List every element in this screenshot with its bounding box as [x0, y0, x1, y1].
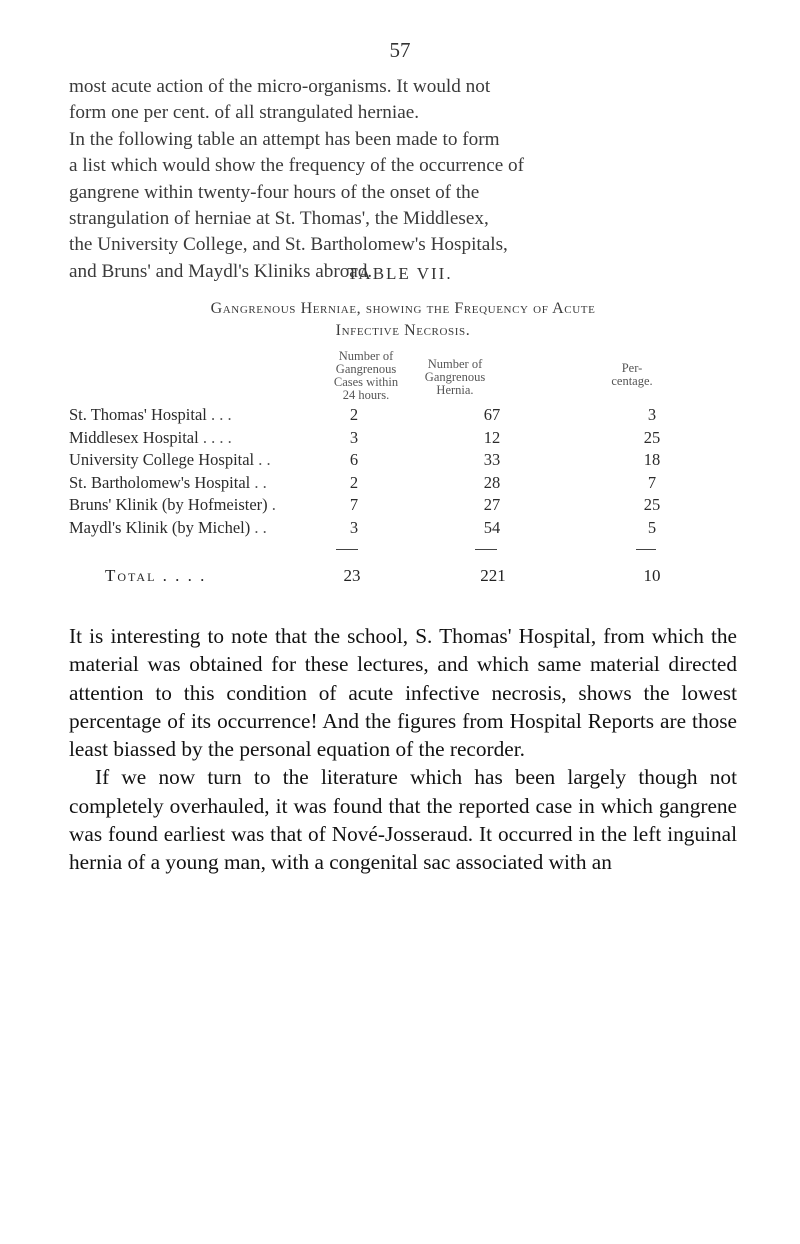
total-rule: [475, 549, 497, 550]
hernia-cell: 67: [483, 405, 501, 424]
hernia-cell: 12: [483, 427, 501, 447]
leader-dots: . .: [254, 450, 271, 469]
body-text: [69, 622, 737, 877]
total-rule: [636, 549, 656, 550]
table-body: [69, 405, 737, 540]
column-header-cases: [318, 350, 414, 402]
prelude-line: gangrene within twenty-four hours of the onset of the: [69, 181, 480, 203]
table-caption-line: Infective Necrosis.: [335, 322, 471, 339]
hospital-name: St. Thomas' Hospital: [69, 405, 207, 424]
table-row: [69, 518, 737, 541]
prelude-text: [69, 74, 737, 285]
row-label: [69, 450, 271, 470]
page-number: 57: [389, 38, 411, 62]
leader-dots: . . . .: [198, 427, 232, 447]
table-caption: [69, 298, 737, 342]
column-header-percentage: [594, 362, 670, 388]
column-header-line: Number of: [427, 357, 483, 371]
table-caption-line: Gangrenous Herniae, showing the Frequency of Acute: [210, 300, 596, 317]
total-percentage-cell: 10: [643, 566, 661, 585]
table-row: [69, 495, 737, 518]
prelude-line: a list which would show the frequency of the occurrence of: [69, 155, 525, 177]
row-label: [69, 495, 276, 515]
total-hernia-cell: 221: [480, 566, 506, 585]
total-label: [105, 566, 206, 586]
column-header-line: Number of: [338, 349, 394, 363]
prelude-line: In the following table an attempt has been made to form: [69, 128, 500, 150]
leader-dots: .: [267, 495, 276, 514]
leader-dots: . . . .: [156, 566, 207, 585]
leader-dots: . .: [250, 517, 267, 537]
table-row: [69, 450, 737, 473]
column-header-line: centage.: [611, 374, 653, 388]
column-header-line: Per-: [621, 361, 643, 375]
prelude-line: strangulation of herniae at St. Thomas', the Middlesex,: [69, 208, 489, 230]
percentage-cell: 3: [647, 405, 657, 424]
total-text: Total: [105, 566, 157, 585]
column-header-line: Gangrenous: [335, 362, 397, 376]
column-header-hernia: [415, 358, 495, 397]
percentage-cell: 7: [647, 472, 657, 492]
table-row: [69, 428, 737, 451]
percentage-cell: 25: [643, 495, 661, 514]
row-label: [69, 518, 267, 538]
percentage-cell: 5: [647, 517, 657, 537]
cases-cell: 2: [349, 405, 359, 424]
hospital-name: Bruns' Klinik (by Hofmeister): [69, 495, 268, 514]
hospital-name: St. Bartholomew's Hospital: [69, 472, 251, 492]
leader-dots: . .: [250, 472, 267, 492]
cases-cell: 2: [349, 472, 359, 492]
hospital-name: Maydl's Klinik (by Michel): [69, 517, 251, 537]
cases-cell: 7: [349, 495, 359, 514]
column-header-line: Gangrenous: [424, 370, 486, 384]
hernia-cell: 28: [483, 472, 501, 492]
table-total-row: [69, 566, 737, 590]
body-paragraph: It is interesting to note that the school, S. Thomas' Hospital, from which the material was obtained for these lectures, and which same material directed attention to this condition of acute infective necrosis, shows the lowest percentage of its occurrence! And the figures from Hospital Reports are those least biassed by the personal equation of the recorder.: [69, 624, 737, 762]
percentage-cell: 25: [643, 427, 661, 447]
column-header-line: Cases within: [333, 375, 399, 389]
row-label: [69, 405, 232, 425]
hospital-name: University College Hospital: [69, 450, 255, 469]
prelude-line: the University College, and St. Bartholomew's Hospitals,: [69, 234, 508, 256]
hernia-cell: 54: [483, 517, 501, 537]
prelude-line: form one per cent. of all strangulated herniae.: [69, 102, 420, 124]
hernia-cell: 27: [483, 495, 501, 514]
column-header-line: Hernia.: [436, 383, 474, 397]
prelude-line: most acute action of the micro-organisms. It would not: [69, 76, 491, 97]
cases-cell: 3: [349, 517, 359, 537]
table-row: [69, 405, 737, 428]
column-header-line: 24 hours.: [342, 388, 390, 402]
total-cases-cell: 23: [343, 566, 361, 585]
body-paragraph: If we now turn to the literature which has been largely though not completely overhauled, it was found that the reported case in which gangrene was found earliest was that of Nové-Josseraud. It occurred in the left inguinal hernia of a young man, with a congenital sac associated with an: [69, 765, 737, 875]
table-number: TABLE VII.: [347, 264, 453, 283]
percentage-cell: 18: [643, 450, 661, 469]
cases-cell: 3: [349, 427, 359, 447]
total-rule: [336, 549, 358, 550]
prelude-line: and Bruns' and Maydl's Kliniks abroad.: [69, 260, 373, 282]
row-label: [69, 428, 232, 448]
hospital-name: Middlesex Hospital: [69, 427, 199, 447]
cases-cell: 6: [349, 450, 359, 469]
row-label: [69, 473, 267, 493]
table-row: [69, 473, 737, 496]
leader-dots: . . .: [206, 405, 232, 424]
hernia-cell: 33: [483, 450, 501, 469]
